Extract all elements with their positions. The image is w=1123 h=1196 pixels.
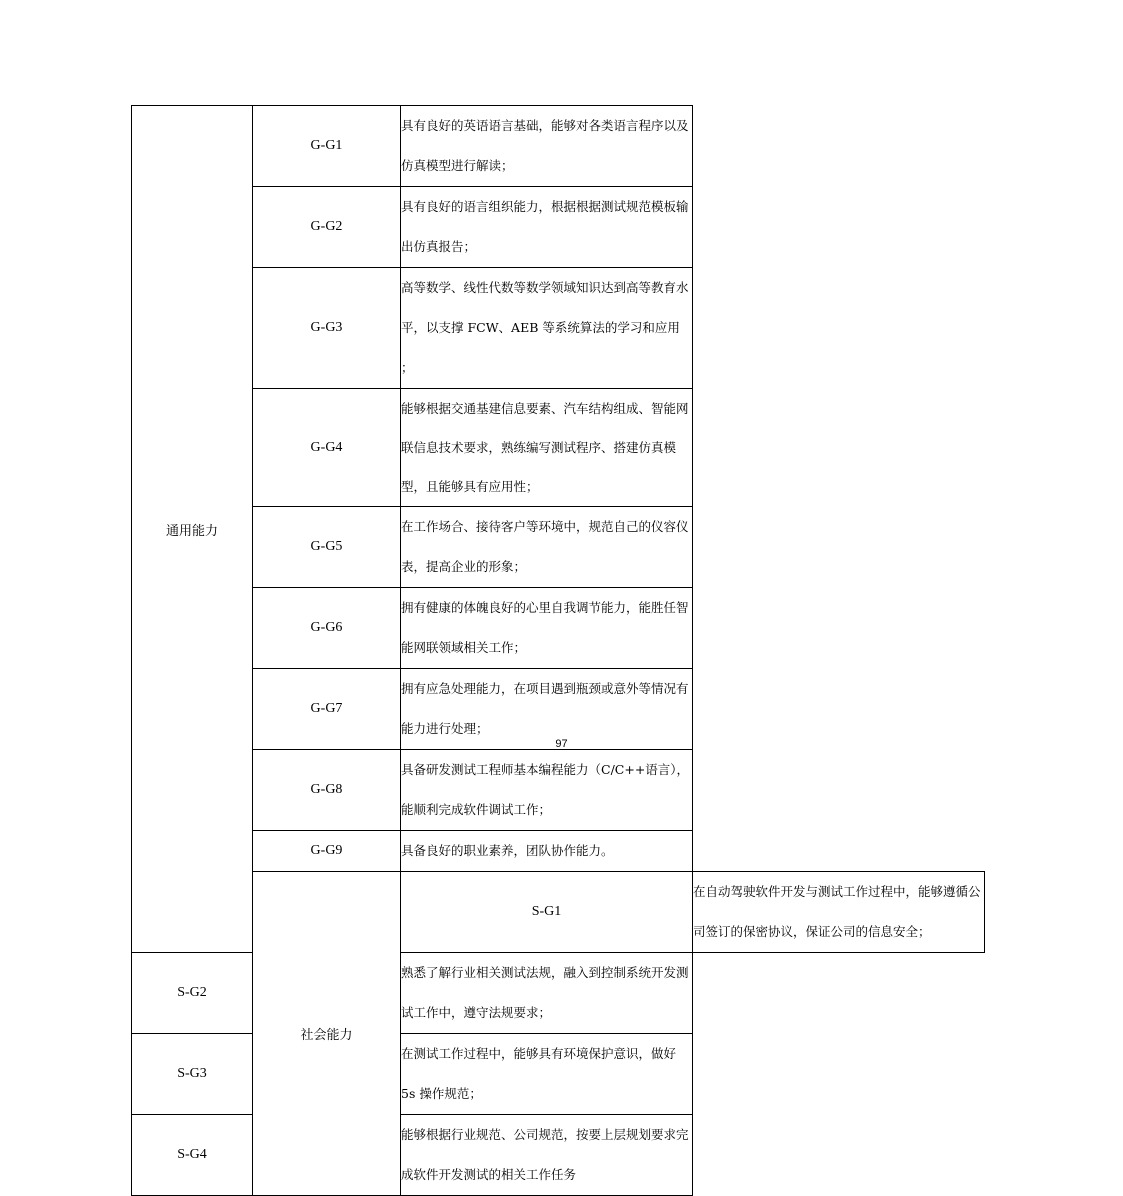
category-cell: 社会能力 (253, 872, 401, 1196)
description-cell: 能够根据交通基建信息要素、汽车结构组成、智能网联信息技术要求，熟练编写测试程序、搭建仿真模型，且能够具有应用性； (401, 389, 693, 507)
description-cell: 具有良好的语言组织能力，根据根据测试规范模板输出仿真报告； (401, 187, 693, 268)
ability-table (131, 105, 985, 1196)
code-cell: S-G1 (401, 872, 693, 953)
code-cell: S-G3 (132, 1034, 253, 1115)
description-cell: 具备良好的职业素养，团队协作能力。 (401, 831, 693, 872)
description-cell: 具有良好的英语语言基础，能够对各类语言程序以及仿真模型进行解读； (401, 106, 693, 187)
code-cell: G-G5 (253, 507, 401, 588)
description-cell: 熟悉了解行业相关测试法规，融入到控制系统开发测试工作中，遵守法规要求； (401, 953, 693, 1034)
code-cell: G-G9 (253, 831, 401, 872)
description-cell: 拥有健康的体魄良好的心里自我调节能力，能胜任智能网联领域相关工作； (401, 588, 693, 669)
code-cell: G-G7 (253, 669, 401, 750)
category-cell: 通用能力 (132, 106, 253, 953)
description-cell: 高等数学、线性代数等数学领域知识达到高等教育水平，以支撑 FCW、AEB 等系统算法的学习和应用 ； (401, 268, 693, 389)
code-cell: G-G6 (253, 588, 401, 669)
code-cell: S-G2 (132, 953, 253, 1034)
description-cell: 在工作场合、接待客户等环境中，规范自己的仪容仪表，提高企业的形象； (401, 507, 693, 588)
code-cell: G-G2 (253, 187, 401, 268)
code-cell: S-G4 (132, 1115, 253, 1196)
code-cell: G-G3 (253, 268, 401, 389)
page-number: 97 (555, 738, 568, 750)
code-cell: G-G8 (253, 750, 401, 831)
description-cell: 在测试工作过程中，能够具有环境保护意识，做好 5s 操作规范； (401, 1034, 693, 1115)
code-cell: G-G4 (253, 389, 401, 507)
description-cell: 在自动驾驶软件开发与测试工作过程中，能够遵循公司签订的保密协议，保证公司的信息安全； (693, 872, 985, 953)
description-cell: 具备研发测试工程师基本编程能力（C/C++语言），能顺利完成软件调试工作； (401, 750, 693, 831)
description-cell: 拥有应急处理能力，在项目遇到瓶颈或意外等情况有能力进行处理； (401, 669, 693, 750)
code-cell: G-G1 (253, 106, 401, 187)
description-cell: 能够根据行业规范、公司规范，按要上层规划要求完成软件开发测试的相关工作任务 (401, 1115, 693, 1196)
